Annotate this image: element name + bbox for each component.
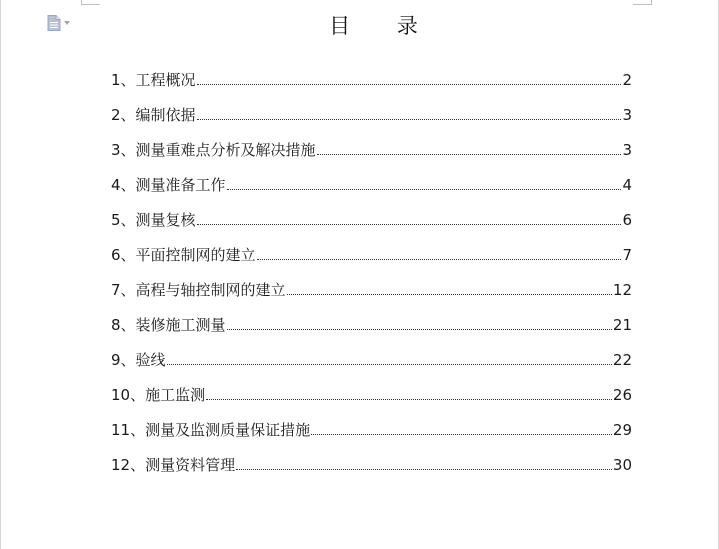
- margin-corner-mark-left: [81, 0, 100, 5]
- toc-entry-page-number: 4: [622, 176, 632, 194]
- toc-entry-label: 12、测量资料管理: [111, 456, 236, 474]
- toc-dot-leader: [206, 398, 612, 400]
- toc-entry-label: 1、工程概况: [111, 71, 196, 89]
- toc-dot-leader: [257, 258, 622, 260]
- toc-dot-leader: [167, 363, 612, 365]
- toc-entry-page-number: 21: [612, 316, 632, 334]
- toc-entry-page-number: 26: [612, 386, 632, 404]
- toc-entry-label: 10、施工监测: [111, 386, 206, 404]
- toc-entry-page-number: 7: [622, 246, 632, 264]
- toc-entry-page-number: 3: [622, 141, 632, 159]
- toc-entry-page-number: 29: [612, 421, 632, 439]
- toc-entry-label: 5、测量复核: [111, 211, 196, 229]
- toc-dot-leader: [317, 153, 622, 155]
- toc-entry-label: 3、测量重难点分析及解决措施: [111, 141, 316, 159]
- toc-dot-leader: [311, 433, 612, 435]
- toc-entry-page-number: 2: [622, 71, 632, 89]
- toc-list: [111, 54, 632, 474]
- toc-entry-label: 7、高程与轴控制网的建立: [111, 281, 286, 299]
- toc-entry[interactable]: [111, 54, 632, 89]
- toc-entry[interactable]: [111, 194, 632, 229]
- toc-entry[interactable]: [111, 229, 632, 264]
- toc-entry-label: 8、装修施工测量: [111, 316, 226, 334]
- toc-entry[interactable]: [111, 439, 632, 474]
- margin-corner-mark-right: [633, 0, 652, 5]
- toc-dot-leader: [227, 328, 612, 330]
- toc-entry[interactable]: [111, 264, 632, 299]
- toc-dot-leader: [197, 83, 622, 85]
- toc-entry-label: 11、测量及监测质量保证措施: [111, 421, 311, 439]
- toc-dot-leader: [197, 223, 622, 225]
- toc-entry[interactable]: [111, 299, 632, 334]
- toc-entry[interactable]: [111, 89, 632, 124]
- toc-entry-label: 4、测量准备工作: [111, 176, 226, 194]
- toc-dot-leader: [227, 188, 622, 190]
- toc-entry-label: 6、平面控制网的建立: [111, 246, 256, 264]
- toc-entry[interactable]: [111, 369, 632, 404]
- toc-entry-page-number: 3: [622, 106, 632, 124]
- toc-title: 目 录: [329, 14, 438, 38]
- toc-entry[interactable]: [111, 124, 632, 159]
- toc-entry-page-number: 6: [622, 211, 632, 229]
- toc-dot-leader: [236, 468, 612, 470]
- toc-entry-label: 2、编制依据: [111, 106, 196, 124]
- toc-dot-leader: [197, 118, 622, 120]
- toc-entry[interactable]: [111, 334, 632, 369]
- toc-entry-page-number: 12: [612, 281, 632, 299]
- toc-entry-label: 9、验线: [111, 351, 166, 369]
- toc-entry[interactable]: [111, 159, 632, 194]
- toc-entry[interactable]: [111, 404, 632, 439]
- toc-entry-page-number: 22: [612, 351, 632, 369]
- toc-dot-leader: [287, 293, 612, 295]
- toc-entry-page-number: 30: [612, 456, 632, 474]
